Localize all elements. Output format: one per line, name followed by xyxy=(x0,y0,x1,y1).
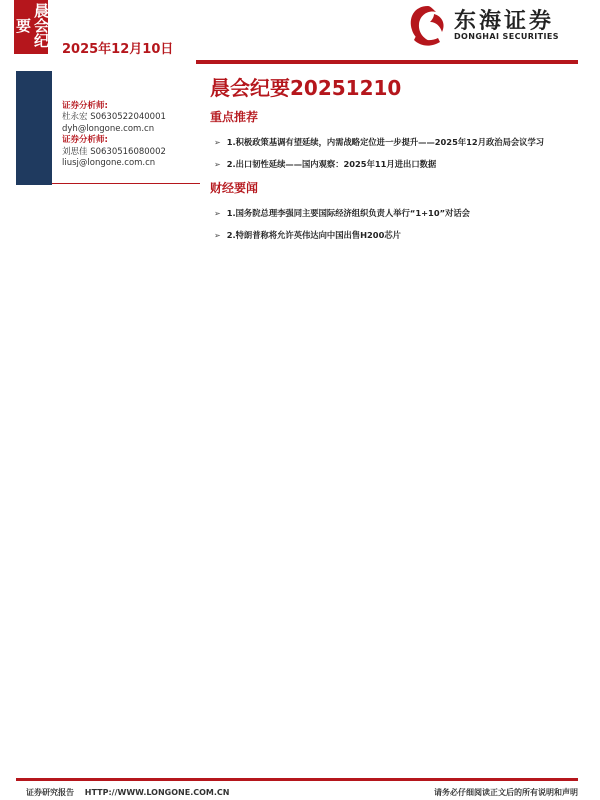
analyst-block xyxy=(62,101,166,135)
report-type-tab: 晨会纪要 xyxy=(14,0,48,54)
item-text: 2.特朗普称将允许英伟达向中国出售H200芯片 xyxy=(226,230,401,240)
analyst-block xyxy=(62,135,166,169)
chevron-right-icon: ➢ xyxy=(214,230,221,240)
news-item-1[interactable] xyxy=(214,207,470,219)
logo-name-en: DONGHAI SECURITIES xyxy=(454,32,559,41)
logo-phoenix-icon xyxy=(404,2,452,48)
footer-report-label: 证券研究报告 xyxy=(26,788,74,797)
analyst-email: liusj@longone.com.cn xyxy=(62,158,156,169)
sidebar-divider xyxy=(52,183,200,184)
news-item-2[interactable] xyxy=(214,229,401,241)
chevron-right-icon: ➢ xyxy=(214,137,221,147)
report-date: 2025年12月10日 xyxy=(62,42,174,57)
report-title: 晨会纪要20251210 xyxy=(210,76,402,100)
analyst-name: 杜永宏 S0630522040001 xyxy=(62,112,166,123)
header-divider xyxy=(196,60,578,64)
item-text: 1.国务院总理李强同主要国际经济组织负责人举行“1+10”对话会 xyxy=(226,208,470,218)
recommend-item-2[interactable] xyxy=(214,158,436,170)
analyst-email: dyh@longone.com.cn xyxy=(62,123,155,134)
footer-disclaimer: 请务必仔细阅读正文后的所有说明和声明 xyxy=(434,788,578,797)
footer-divider xyxy=(16,778,578,781)
section-heading-recommend: 重点推荐 xyxy=(210,110,259,124)
chevron-right-icon: ➢ xyxy=(214,159,221,169)
item-text: 1.积极政策基调有望延续，内需战略定位进一步提升——2025年12月政治局会议学习 xyxy=(226,137,545,147)
analyst-info xyxy=(62,101,166,169)
company-logo xyxy=(404,2,574,52)
chevron-right-icon: ➢ xyxy=(214,208,221,218)
item-text: 2.出口韧性延续——国内观察：2025年11月进出口数据 xyxy=(226,159,437,169)
footer-left xyxy=(26,787,229,798)
sidebar-accent-panel xyxy=(16,71,52,185)
logo-name-cn: 东海证券 xyxy=(454,9,555,34)
analyst-name: 刘思佳 S0630516080002 xyxy=(62,146,166,157)
recommend-item-1[interactable] xyxy=(214,136,544,148)
analyst-label: 证券分析师: xyxy=(62,135,108,146)
footer-website-link[interactable]: HTTP://WWW.LONGONE.COM.CN xyxy=(84,788,230,797)
section-heading-news: 财经要闻 xyxy=(210,181,259,195)
analyst-label: 证券分析师: xyxy=(62,101,108,111)
